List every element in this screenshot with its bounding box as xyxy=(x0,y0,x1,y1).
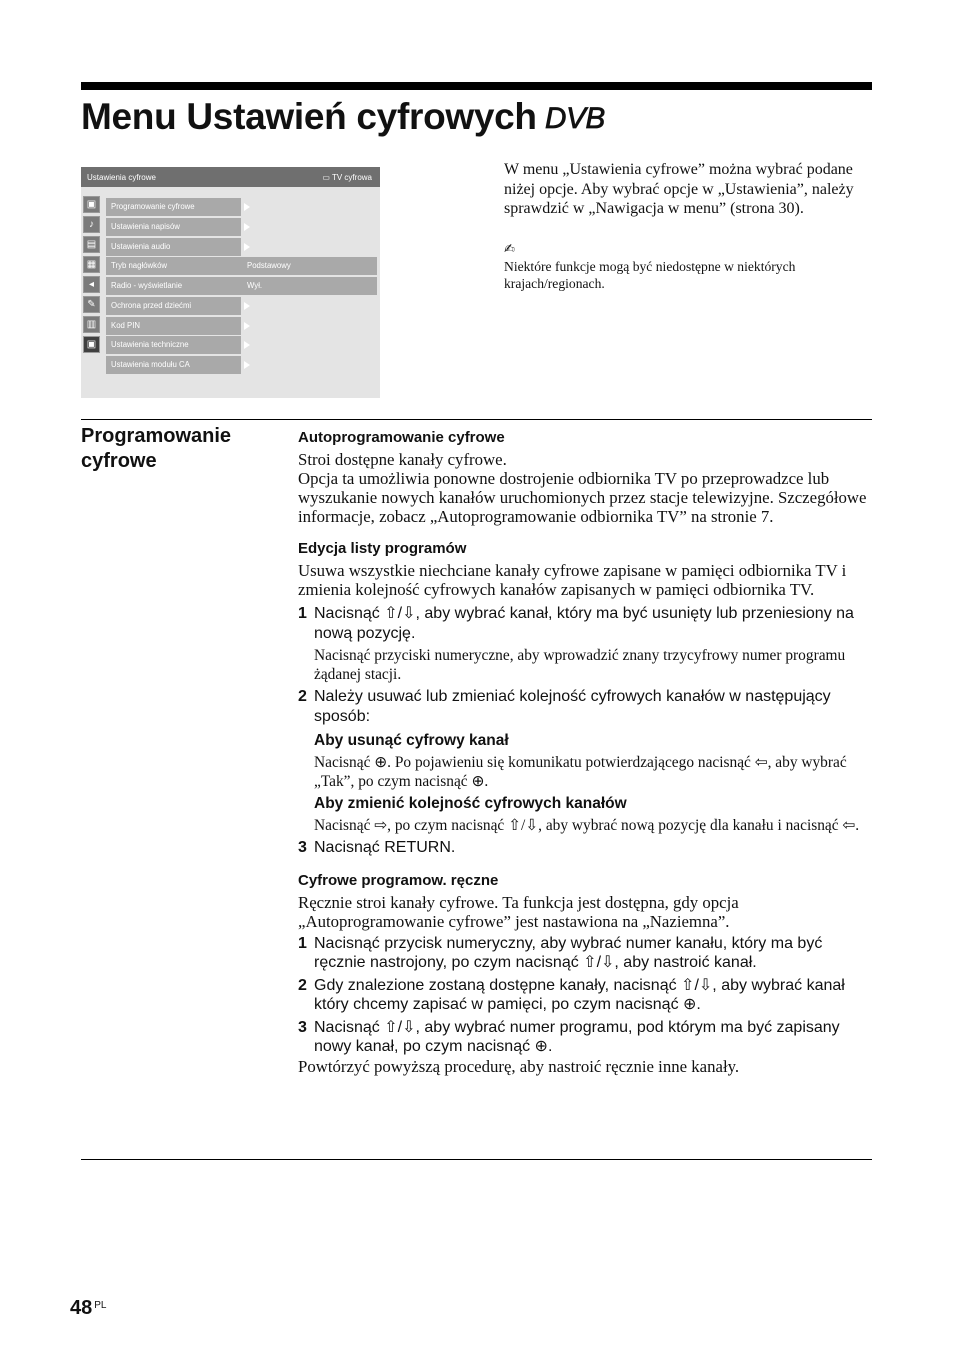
intro-text: W menu „Ustawienia cyfrowe” można wybrać podane niżej opcje. Aby wybrać opcje w „Ustawienia”, należy sprawdzić w „Nawigacja w menu” (strona 30). xyxy=(504,161,854,217)
step-number: 1 xyxy=(298,934,307,952)
delete-channel-text: Nacisnąć ⊕. Po pojawieniu się komunikatu potwierdzającego nacisnąć ⇦, aby wybrać „Tak”, po czym nacisnąć ⊕. xyxy=(314,754,847,790)
manual-programming-heading: Cyfrowe programow. ręczne xyxy=(298,871,499,889)
tv-menu-item xyxy=(106,198,377,216)
tv-menu-item-label: Ustawienia techniczne xyxy=(106,336,241,354)
tv-menu-item xyxy=(106,277,377,295)
tv-menu-mode-label: TV cyfrowa xyxy=(331,173,372,182)
tv-menu-item-label: Radio - wyświetlanie xyxy=(106,277,241,295)
tv-menu-item xyxy=(106,238,377,256)
arrow-right-icon xyxy=(244,203,250,211)
tv-menu-item-label: Ustawienia audio xyxy=(106,238,241,256)
svg-text:DVB: DVB xyxy=(544,103,605,131)
pc-icon: ▥ xyxy=(83,316,100,333)
auto-programming-heading: Autoprogramowanie cyfrowe xyxy=(298,429,505,446)
step-text: Nacisnąć ⇧/⇩, aby wybrać kanał, który ma być usunięty lub przeniesiony na nową pozycję. xyxy=(314,605,854,642)
edit-step-1 xyxy=(298,604,872,643)
page-number xyxy=(70,1297,106,1320)
tv-menu-item-label: Tryb nagłówków xyxy=(106,257,241,275)
manual-step-1 xyxy=(298,934,872,973)
page-title xyxy=(81,96,607,140)
page-title-text: Menu Ustawień cyfrowych xyxy=(81,96,537,137)
step-text: Gdy znalezione zostaną dostępne kanały, nacisnąć ⇧/⇩, aby wybrać kanał który chcemy zapisać w pamięci, po czym nacisnąć ⊕. xyxy=(314,976,845,1013)
tv-menu-item-label: Ustawienia napisów xyxy=(106,218,241,236)
tv-menu-item xyxy=(106,336,377,354)
tv-icon: ▭ xyxy=(322,173,332,182)
manual-programming-text: Ręcznie stroi kanały cyfrowe. Ta funkcja jest dostępna, gdy opcja „Autoprogramowanie cyfrowe” jest nastawiona na „Naziemna”. xyxy=(298,892,739,931)
tv-menu-item-label: Kod PIN xyxy=(106,317,241,335)
step-number: 2 xyxy=(298,976,307,994)
auto-programming-text: Opcja ta umożliwia ponowne dostrojenie odbiornika TV po przeprowadzce lub wyszukanie nowych kanałów uruchomionych przez stacje telewizyjne. Szczegółowe informacje, zobacz „Autoprogramowanie odbiornika TV” na stronie 7. xyxy=(298,469,867,526)
step-number: 2 xyxy=(298,688,307,705)
speaker-icon: ◂ xyxy=(83,276,100,293)
arrow-right-icon xyxy=(244,322,250,330)
arrow-right-icon xyxy=(244,302,250,310)
tv-menu-item xyxy=(106,317,377,335)
screen-icon: ▤ xyxy=(83,236,100,253)
edit-list-text: Usuwa wszystkie niechciane kanały cyfrowe zapisane w pamięci odbiornika TV i zmienia kolejność cyfrowych kanałów zapisanych w pamięci odbiornika TV. xyxy=(298,561,847,599)
arrow-right-icon xyxy=(244,243,250,251)
step-number: 3 xyxy=(298,839,307,856)
tv-menu-item xyxy=(106,297,377,315)
tv-menu-item xyxy=(106,356,377,374)
delete-channel-heading: Aby usunąć cyfrowy kanał xyxy=(314,732,509,749)
tv-menu-item-value: Podstawowy xyxy=(241,257,377,275)
tv-menu-header-title: Ustawienia cyfrowe xyxy=(87,173,156,182)
image-icon: ▦ xyxy=(83,256,100,273)
page-language-code: PL xyxy=(94,1300,107,1311)
tv-menu-header xyxy=(81,167,380,187)
edit-step-2 xyxy=(298,687,872,726)
tv-menu-item-label: Ochrona przed dziećmi xyxy=(106,297,241,315)
reorder-channel-heading: Aby zmienić kolejność cyfrowych kanałów xyxy=(314,795,627,812)
bottom-rule xyxy=(81,1159,872,1160)
step-number: 3 xyxy=(298,1018,307,1036)
tv-menu-side-icons xyxy=(81,194,102,356)
manual-footer-text: Powtórzyć powyższą procedurę, aby nastroić ręcznie inne kanały. xyxy=(298,1056,740,1076)
step-text: Nacisnąć przycisk numeryczny, aby wybrać numer kanału, który ma być ręcznie nastrojony, po czym nacisnąć ⇧/⇩, aby nastroić kanał. xyxy=(314,934,823,971)
music-note-icon: ♪ xyxy=(83,216,100,233)
auto-programming-summary: Stroi dostępne kanały cyfrowe. xyxy=(298,450,507,469)
manual-step-2 xyxy=(298,976,872,1015)
dvb-logo xyxy=(545,98,607,140)
step-text: Należy usuwać lub zmieniać kolejność cyfrowych kanałów w następujący sposób: xyxy=(314,688,831,725)
arrow-right-icon xyxy=(244,341,250,349)
step-number: 1 xyxy=(298,605,307,622)
note-text: Niektóre funkcje mogą być niedostępne w niektórych krajach/regionach. xyxy=(504,259,796,291)
edit-step-1-note: Nacisnąć przyciski numeryczne, aby wprowadzić znany trzycyfrowy numer programu żądanej stacji. xyxy=(314,647,846,683)
arrow-right-icon xyxy=(244,361,250,369)
reorder-channel-text: Nacisnąć ⇨, po czym nacisnąć ⇧/⇩, aby wybrać nową pozycję dla kanału i nacisnąć ⇦. xyxy=(314,817,860,834)
page-number-value: 48 xyxy=(70,1297,93,1319)
manual-step-3 xyxy=(298,1018,872,1057)
tv-menu-header-mode xyxy=(322,173,372,182)
tv-menu-item-value: Wył. xyxy=(241,277,377,295)
picture-icon: ▣ xyxy=(83,196,100,213)
digital-settings-icon: ▣ xyxy=(83,336,100,353)
edit-step-3 xyxy=(298,838,872,858)
top-rule xyxy=(81,82,872,90)
section-rule xyxy=(81,419,872,420)
arrow-right-icon xyxy=(244,223,250,231)
tv-menu-item-label: Programowanie cyfrowe xyxy=(106,198,241,216)
step-text: Nacisnąć ⇧/⇩, aby wybrać numer programu, pod którym ma być zapisany nowy kanał, po czym nacisnąć ⊕. xyxy=(314,1018,840,1055)
tv-menu-item xyxy=(106,218,377,236)
note-pencil-icon: ✍ xyxy=(504,242,515,257)
section-content xyxy=(298,429,872,1076)
wrench-icon: ✎ xyxy=(83,296,100,313)
tv-menu-item xyxy=(106,257,377,275)
tv-menu-item-label: Ustawienia modułu CA xyxy=(106,356,241,374)
edit-list-heading: Edycja listy programów xyxy=(298,540,467,557)
tv-menu-screenshot xyxy=(81,167,380,398)
section-heading: Programowanie cyfrowe xyxy=(81,425,232,472)
step-text: Nacisnąć RETURN. xyxy=(314,839,456,856)
